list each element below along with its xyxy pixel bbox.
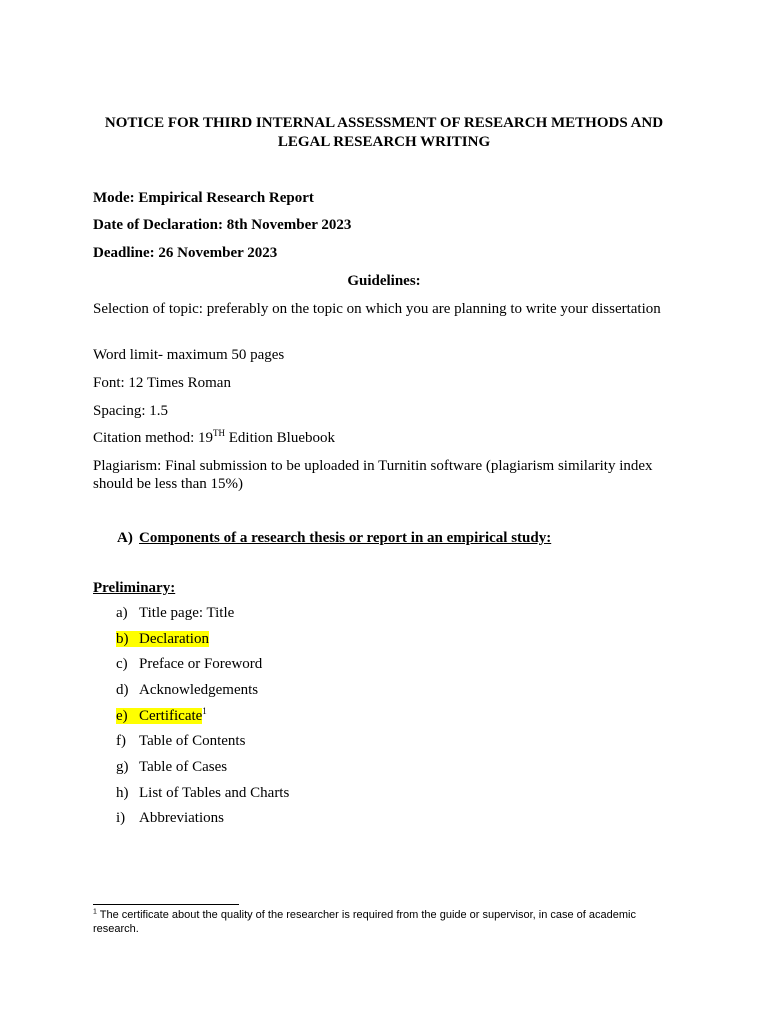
title-line-2: LEGAL RESEARCH WRITING <box>277 134 491 150</box>
list-label: Title page: Title <box>139 605 235 621</box>
guideline-citation <box>93 429 335 447</box>
list-marker: a) <box>116 605 128 621</box>
citation-prefix: Citation method: 19 <box>93 430 213 446</box>
footnote-separator <box>93 904 239 905</box>
list-label: List of Tables and Charts <box>139 785 290 801</box>
list-item <box>116 630 209 648</box>
list-marker: g) <box>116 759 129 775</box>
list-item <box>116 604 234 622</box>
section-a-marker: A) <box>117 530 133 546</box>
declaration-date-line: Date of Declaration: 8th November 2023 <box>93 217 352 233</box>
list-label: Declaration <box>139 631 209 647</box>
list-marker: e) <box>116 708 128 724</box>
guideline-font: Font: 12 Times Roman <box>93 375 231 391</box>
list-marker: h) <box>116 785 129 801</box>
list-label: Certificate <box>139 708 203 724</box>
list-marker: d) <box>116 682 129 698</box>
footnote-number: 1 <box>93 908 97 916</box>
guideline-plagiarism: Plagiarism: Final submission to be uploaded in Turnitin software (plagiarism similarity index should be less than 15%) <box>93 458 653 492</box>
list-item <box>116 809 224 827</box>
section-a-text: Components of a research thesis or report in an empirical study: <box>139 530 552 546</box>
section-a-heading <box>117 529 551 547</box>
list-item <box>116 681 258 699</box>
mode-line: Mode: Empirical Research Report <box>93 190 314 206</box>
list-item <box>116 758 227 776</box>
footnote <box>93 908 683 936</box>
list-label: Preface or Foreword <box>139 656 263 672</box>
list-item <box>116 784 289 802</box>
footnote-reference[interactable]: 1 <box>202 706 207 716</box>
footnote-text: The certificate about the quality of the researcher is required from the guide or supervisor, in case of academic research. <box>93 909 636 935</box>
list-label: Table of Contents <box>139 733 246 749</box>
list-marker: c) <box>116 656 128 672</box>
guidelines-heading: Guidelines: <box>347 273 421 289</box>
list-label: Acknowledgements <box>139 682 259 698</box>
list-marker: i) <box>116 810 126 826</box>
guideline-topic: Selection of topic: preferably on the topic on which you are planning to write your dissertation <box>93 301 661 317</box>
list-marker: b) <box>116 631 129 647</box>
page-title <box>80 114 688 152</box>
citation-superscript: TH <box>213 428 225 438</box>
title-line-1: NOTICE FOR THIRD INTERNAL ASSESSMENT OF RESEARCH METHODS AND <box>104 115 664 131</box>
list-marker: f) <box>116 733 126 749</box>
list-label: Table of Cases <box>139 759 228 775</box>
list-item <box>116 732 245 750</box>
list-item <box>116 655 262 673</box>
list-item <box>116 707 207 725</box>
list-label: Abbreviations <box>139 810 224 826</box>
citation-suffix: Edition Bluebook <box>225 430 335 446</box>
guideline-spacing: Spacing: 1.5 <box>93 403 168 419</box>
guideline-word-limit: Word limit- maximum 50 pages <box>93 347 285 363</box>
deadline-line: Deadline: 26 November 2023 <box>93 245 278 261</box>
preliminary-heading: Preliminary: <box>93 580 176 596</box>
